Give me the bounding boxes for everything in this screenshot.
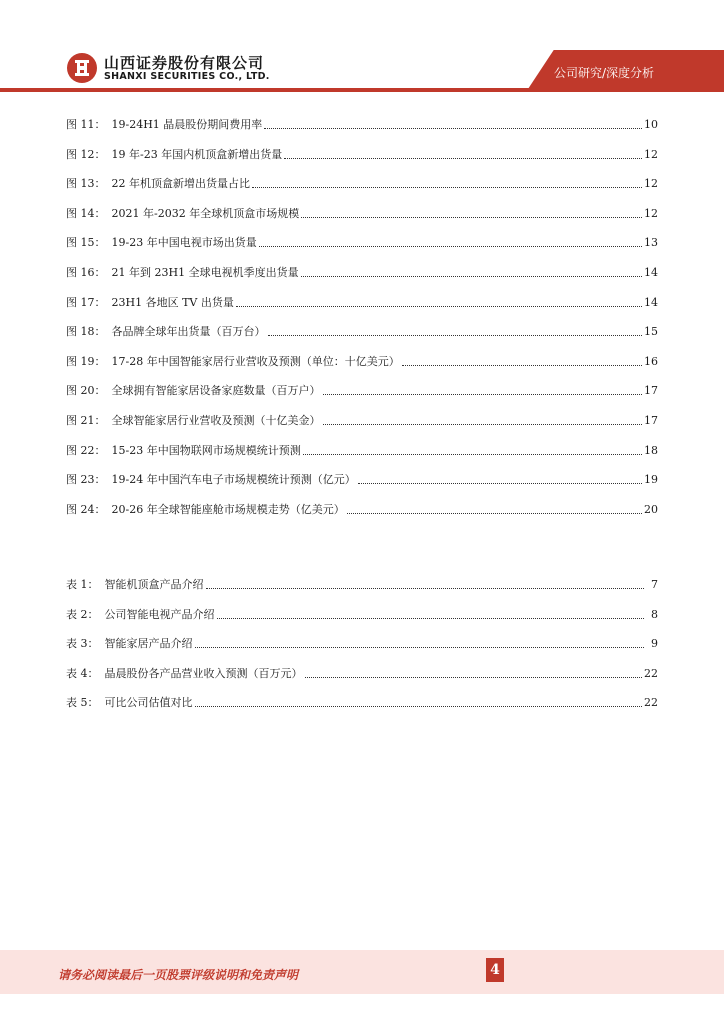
- entry-title: 19-24 年中国汽车电子市场规模统计预测（亿元）: [111, 473, 356, 487]
- dot-leader: [259, 246, 642, 247]
- entry-label: 表 5：: [66, 696, 99, 710]
- entry-label: 表 2：: [66, 607, 99, 621]
- figure-entry[interactable]: [66, 260, 658, 280]
- entry-label: 图 14：: [66, 206, 106, 220]
- entry-label: 图 19：: [66, 354, 106, 368]
- dot-leader: [347, 513, 642, 514]
- entry-page: 14: [644, 266, 658, 279]
- entry-title: 19 年-23 年国内机顶盒新增出货量: [111, 147, 283, 161]
- dot-leader: [217, 618, 645, 619]
- dot-leader: [323, 424, 643, 425]
- entry-label: 图 21：: [66, 414, 106, 427]
- entry-title: 19-24H1 晶晨股份期间费用率: [111, 118, 263, 131]
- table-entry[interactable]: [66, 602, 658, 622]
- company-name-en: SHANXI SECURITIES CO., LTD.: [104, 71, 270, 82]
- figure-entry[interactable]: [66, 408, 658, 428]
- dot-leader: [252, 187, 642, 188]
- table-entry[interactable]: [66, 631, 658, 651]
- entry-label: 图 13：: [66, 177, 106, 191]
- dot-leader: [284, 158, 642, 159]
- entry-page: 15: [644, 325, 658, 339]
- entry-label: 图 11：: [66, 118, 106, 131]
- entry-page: 16: [644, 354, 658, 368]
- entry-page: 18: [644, 443, 658, 457]
- table-entry[interactable]: [66, 661, 658, 681]
- dot-leader: [195, 706, 643, 707]
- dot-leader: [402, 365, 642, 366]
- figure-entry[interactable]: [66, 378, 658, 398]
- entry-label: 图 22：: [66, 443, 106, 457]
- table-entry[interactable]: [66, 572, 658, 592]
- dot-leader: [195, 647, 645, 648]
- page-number: 4: [486, 958, 504, 982]
- entry-title: 公司智能电视产品介绍: [104, 607, 215, 621]
- entry-page: 8: [651, 607, 658, 621]
- figure-entry[interactable]: [66, 319, 658, 339]
- entry-page: 10: [644, 118, 658, 131]
- entry-title: 各品牌全球年出货量（百万台）: [111, 325, 266, 339]
- entry-label: 表 1：: [66, 578, 99, 591]
- dot-leader: [303, 454, 642, 455]
- figure-entry[interactable]: [66, 438, 658, 458]
- entry-label: 表 3：: [66, 637, 99, 651]
- company-name-cn: 山西证券股份有限公司: [104, 54, 265, 72]
- dot-leader: [301, 276, 642, 277]
- entry-page: 7: [651, 578, 658, 591]
- dot-leader: [268, 335, 643, 336]
- entry-page: 12: [644, 206, 658, 220]
- entry-title: 全球智能家居行业营收及预测（十亿美金）: [111, 414, 321, 427]
- entry-label: 图 24：: [66, 502, 106, 516]
- dot-leader: [305, 677, 643, 678]
- figure-entry[interactable]: [66, 230, 658, 250]
- footer-disclaimer: 请务必阅读最后一页股票评级说明和免责声明: [58, 968, 299, 982]
- dot-leader: [323, 394, 643, 395]
- entry-title: 17-28 年中国智能家居行业营收及预测（单位：十亿美元）: [111, 354, 400, 368]
- entry-page: 22: [644, 696, 658, 710]
- entry-title: 可比公司估值对比: [104, 696, 193, 710]
- entry-title: 15-23 年中国物联网市场规模统计预测: [111, 443, 301, 457]
- entry-label: 图 18：: [66, 325, 106, 339]
- entry-page: 19: [644, 473, 658, 487]
- entry-page: 20: [644, 502, 658, 516]
- entry-title: 22 年机顶盒新增出货量占比: [111, 177, 250, 191]
- entry-title: 21 年到 23H1 全球电视机季度出货量: [111, 266, 299, 279]
- entry-title: 23H1 各地区 TV 出货量: [111, 295, 234, 309]
- figure-entry[interactable]: [66, 497, 658, 517]
- entry-title: 晶晨股份各产品营业收入预测（百万元）: [104, 666, 303, 680]
- entry-label: 图 23：: [66, 473, 106, 487]
- dot-leader: [236, 306, 642, 307]
- entry-label: 图 12：: [66, 147, 106, 161]
- entry-title: 智能机顶盒产品介绍: [104, 578, 204, 591]
- entry-page: 22: [644, 666, 658, 680]
- entry-label: 表 4：: [66, 666, 99, 680]
- figure-entry[interactable]: [66, 171, 658, 191]
- entry-page: 13: [644, 236, 658, 250]
- dot-leader: [264, 128, 642, 129]
- entry-title: 智能家居产品介绍: [104, 637, 193, 651]
- entry-page: 12: [644, 147, 658, 161]
- entry-title: 2021 年-2032 年全球机顶盒市场规模: [111, 206, 300, 220]
- section-label: 公司研究/深度分析: [554, 66, 655, 80]
- entry-page: 17: [644, 414, 658, 427]
- entry-page: 14: [644, 295, 658, 309]
- dot-leader: [206, 588, 645, 589]
- figure-entry[interactable]: [66, 201, 658, 221]
- entry-title: 19-23 年中国电视市场出货量: [111, 236, 257, 250]
- page-header: [0, 0, 724, 100]
- entry-page: 12: [644, 177, 658, 191]
- entry-title: 全球拥有智能家居设备家庭数量（百万户）: [111, 384, 321, 398]
- dot-leader: [301, 217, 642, 218]
- entry-label: 图 20：: [66, 384, 106, 398]
- figure-entry[interactable]: [66, 112, 658, 132]
- table-entry[interactable]: [66, 690, 658, 710]
- entry-title: 20-26 年全球智能座舱市场规模走势（亿美元）: [111, 502, 345, 516]
- entry-label: 图 15：: [66, 236, 106, 250]
- figure-entry[interactable]: [66, 142, 658, 162]
- entry-label: 图 16：: [66, 266, 106, 279]
- company-logo-icon: [66, 52, 98, 84]
- entry-label: 图 17：: [66, 295, 106, 309]
- figure-entry[interactable]: [66, 467, 658, 487]
- figure-entry[interactable]: [66, 349, 658, 369]
- dot-leader: [358, 483, 642, 484]
- entry-page: 9: [651, 637, 658, 651]
- entry-page: 17: [644, 384, 658, 398]
- figure-entry[interactable]: [66, 290, 658, 310]
